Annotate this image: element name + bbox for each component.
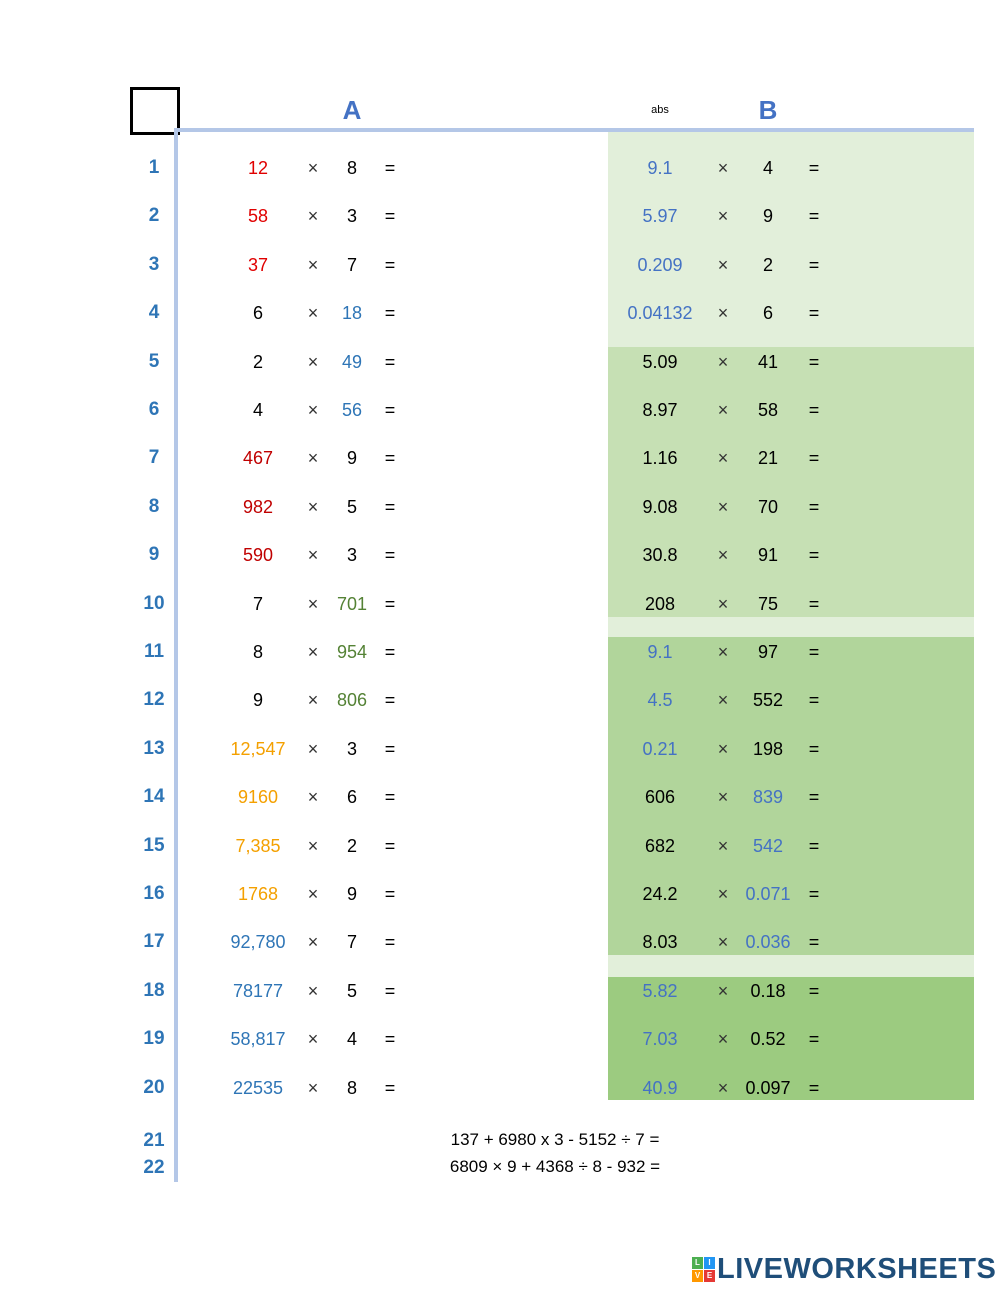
equals-sign: = <box>384 206 396 226</box>
equals-sign: = <box>808 642 820 662</box>
times-sign: × <box>717 206 729 226</box>
b-factor-2: 70 <box>757 497 779 517</box>
times-sign: × <box>307 739 319 759</box>
row-number: 1 <box>148 157 160 178</box>
equals-sign: = <box>808 932 820 952</box>
times-sign: × <box>717 594 729 614</box>
equals-sign: = <box>384 158 396 178</box>
row-number: 6 <box>148 399 160 420</box>
equals-sign: = <box>384 642 396 662</box>
times-sign: × <box>717 1029 729 1049</box>
times-sign: × <box>717 400 729 420</box>
a-factor-1: 8 <box>252 642 263 662</box>
logo-mark-letter: L <box>692 1257 703 1269</box>
equals-sign: = <box>384 690 396 710</box>
b-factor-1: 0.04132 <box>627 303 693 323</box>
a-factor-2: 7 <box>346 255 357 275</box>
logo-mark-letter: V <box>692 1270 703 1282</box>
b-factor-2: 0.036 <box>745 932 791 952</box>
b-factor-2: 198 <box>752 739 784 759</box>
a-factor-1: 78177 <box>232 981 284 1001</box>
expression-text: 137 + 6980 x 3 - 5152 ÷ 7 = <box>450 1130 660 1149</box>
times-sign: × <box>717 642 729 662</box>
b-factor-1: 9.1 <box>647 158 673 178</box>
a-factor-2: 954 <box>336 642 368 662</box>
equals-sign: = <box>808 690 820 710</box>
times-sign: × <box>717 497 729 517</box>
equals-sign: = <box>384 981 396 1001</box>
a-factor-1: 12 <box>247 158 269 178</box>
a-factor-1: 6 <box>252 303 263 323</box>
equals-sign: = <box>808 545 820 565</box>
equals-sign: = <box>384 787 396 807</box>
times-sign: × <box>307 787 319 807</box>
equals-sign: = <box>384 836 396 856</box>
b-factor-2: 58 <box>757 400 779 420</box>
row-number: 4 <box>148 302 160 323</box>
b-factor-2: 4 <box>762 158 773 178</box>
times-sign: × <box>717 932 729 952</box>
a-factor-2: 8 <box>346 1078 357 1098</box>
equals-sign: = <box>384 1029 396 1049</box>
a-factor-2: 806 <box>336 690 368 710</box>
a-factor-2: 49 <box>341 352 363 372</box>
times-sign: × <box>307 255 319 275</box>
b-factor-2: 0.52 <box>750 1029 786 1049</box>
row-number: 20 <box>143 1077 165 1098</box>
row-number: 2 <box>148 205 160 226</box>
b-factor-2: 2 <box>762 255 773 275</box>
a-factor-1: 92,780 <box>230 932 286 952</box>
row-number: 11 <box>143 641 165 662</box>
b-factor-1: 682 <box>644 836 676 856</box>
a-factor-1: 7,385 <box>235 836 281 856</box>
times-sign: × <box>717 352 729 372</box>
equals-sign: = <box>384 545 396 565</box>
a-factor-1: 467 <box>242 448 274 468</box>
row-number: 18 <box>143 980 165 1001</box>
corner-answer-box[interactable] <box>130 87 180 135</box>
times-sign: × <box>717 303 729 323</box>
logo-mark-letter: E <box>704 1270 715 1282</box>
b-factor-1: 8.97 <box>642 400 678 420</box>
a-factor-2: 9 <box>346 884 357 904</box>
equals-sign: = <box>808 303 820 323</box>
times-sign: × <box>307 545 319 565</box>
equals-sign: = <box>808 497 820 517</box>
expression-text: 6809 × 9 + 4368 ÷ 8 - 932 = <box>449 1157 661 1176</box>
equals-sign: = <box>808 400 820 420</box>
equals-sign: = <box>384 1078 396 1098</box>
times-sign: × <box>307 642 319 662</box>
logo-text: LIVEWORKSHEETS <box>717 1252 997 1285</box>
equals-sign: = <box>808 884 820 904</box>
times-sign: × <box>307 400 319 420</box>
times-sign: × <box>717 1078 729 1098</box>
a-factor-2: 9 <box>346 448 357 468</box>
abs-label: abs <box>651 104 669 116</box>
row-number: 22 <box>143 1157 165 1178</box>
b-factor-2: 542 <box>752 836 784 856</box>
times-sign: × <box>307 981 319 1001</box>
row-number: 3 <box>148 254 160 275</box>
b-factor-1: 1.16 <box>642 448 678 468</box>
equals-sign: = <box>384 448 396 468</box>
times-sign: × <box>307 594 319 614</box>
equals-sign: = <box>384 255 396 275</box>
a-factor-2: 7 <box>346 932 357 952</box>
row-number: 8 <box>148 496 160 517</box>
times-sign: × <box>307 1078 319 1098</box>
equals-sign: = <box>384 497 396 517</box>
times-sign: × <box>717 448 729 468</box>
a-factor-1: 590 <box>242 545 274 565</box>
equals-sign: = <box>808 787 820 807</box>
equals-sign: = <box>808 448 820 468</box>
row-number: 7 <box>148 447 160 468</box>
a-factor-2: 701 <box>336 594 368 614</box>
logo-mark-letter: I <box>704 1257 715 1269</box>
row-number: 9 <box>148 544 160 565</box>
a-factor-1: 982 <box>242 497 274 517</box>
a-factor-2: 18 <box>341 303 363 323</box>
a-factor-2: 4 <box>346 1029 357 1049</box>
equals-sign: = <box>808 1078 820 1098</box>
a-factor-1: 37 <box>247 255 269 275</box>
a-factor-2: 5 <box>346 497 357 517</box>
row-number: 14 <box>143 786 165 807</box>
a-factor-1: 9 <box>252 690 263 710</box>
b-factor-2: 0.071 <box>745 884 791 904</box>
a-factor-2: 56 <box>341 400 363 420</box>
band-rows-5-10 <box>608 347 974 617</box>
b-factor-1: 40.9 <box>642 1078 678 1098</box>
column-b-header: B <box>758 95 778 125</box>
b-factor-2: 91 <box>757 545 779 565</box>
row-number: 10 <box>143 593 165 614</box>
b-factor-1: 9.1 <box>647 642 673 662</box>
a-factor-2: 5 <box>346 981 357 1001</box>
a-factor-2: 3 <box>346 739 357 759</box>
liveworksheets-logo <box>692 1253 996 1285</box>
times-sign: × <box>307 836 319 856</box>
times-sign: × <box>307 448 319 468</box>
times-sign: × <box>717 545 729 565</box>
logo-mark-icon <box>692 1257 714 1281</box>
b-factor-2: 97 <box>757 642 779 662</box>
equals-sign: = <box>808 158 820 178</box>
b-factor-1: 24.2 <box>642 884 678 904</box>
a-factor-1: 58 <box>247 206 269 226</box>
b-factor-1: 208 <box>644 594 676 614</box>
row-number: 15 <box>143 835 165 856</box>
times-sign: × <box>307 352 319 372</box>
times-sign: × <box>307 158 319 178</box>
times-sign: × <box>717 690 729 710</box>
b-factor-2: 839 <box>752 787 784 807</box>
a-factor-1: 4 <box>252 400 263 420</box>
times-sign: × <box>717 836 729 856</box>
times-sign: × <box>307 884 319 904</box>
a-factor-2: 3 <box>346 206 357 226</box>
b-factor-1: 4.5 <box>647 690 673 710</box>
a-factor-2: 6 <box>346 787 357 807</box>
equals-sign: = <box>384 884 396 904</box>
equals-sign: = <box>808 836 820 856</box>
equals-sign: = <box>384 739 396 759</box>
times-sign: × <box>717 884 729 904</box>
equals-sign: = <box>808 352 820 372</box>
equals-sign: = <box>384 594 396 614</box>
b-factor-1: 8.03 <box>642 932 678 952</box>
b-factor-2: 0.097 <box>745 1078 791 1098</box>
a-factor-1: 12,547 <box>230 739 286 759</box>
row-number: 12 <box>143 689 165 710</box>
row-number: 21 <box>143 1130 165 1151</box>
b-factor-1: 7.03 <box>642 1029 678 1049</box>
a-factor-1: 9160 <box>237 787 279 807</box>
b-factor-1: 5.82 <box>642 981 678 1001</box>
b-factor-2: 41 <box>757 352 779 372</box>
times-sign: × <box>717 981 729 1001</box>
b-factor-2: 9 <box>762 206 773 226</box>
equals-sign: = <box>808 594 820 614</box>
times-sign: × <box>717 255 729 275</box>
a-factor-1: 58,817 <box>230 1029 286 1049</box>
equals-sign: = <box>384 303 396 323</box>
equals-sign: = <box>808 206 820 226</box>
b-factor-1: 606 <box>644 787 676 807</box>
times-sign: × <box>307 1029 319 1049</box>
b-factor-1: 30.8 <box>642 545 678 565</box>
times-sign: × <box>717 787 729 807</box>
b-factor-1: 5.09 <box>642 352 678 372</box>
equals-sign: = <box>384 400 396 420</box>
times-sign: × <box>307 303 319 323</box>
times-sign: × <box>717 158 729 178</box>
times-sign: × <box>307 932 319 952</box>
equals-sign: = <box>808 1029 820 1049</box>
a-factor-1: 1768 <box>237 884 279 904</box>
b-factor-1: 9.08 <box>642 497 678 517</box>
a-factor-2: 2 <box>346 836 357 856</box>
b-factor-1: 0.209 <box>637 255 683 275</box>
b-factor-2: 552 <box>752 690 784 710</box>
times-sign: × <box>307 206 319 226</box>
row-number: 5 <box>148 351 160 372</box>
a-factor-1: 2 <box>252 352 263 372</box>
equals-sign: = <box>384 932 396 952</box>
row-number: 19 <box>143 1028 165 1049</box>
b-factor-2: 0.18 <box>750 981 786 1001</box>
times-sign: × <box>307 690 319 710</box>
b-factor-1: 0.21 <box>642 739 678 759</box>
a-factor-2: 3 <box>346 545 357 565</box>
row-number: 13 <box>143 738 165 759</box>
band-gap-2 <box>608 955 974 977</box>
row-number: 16 <box>143 883 165 904</box>
equals-sign: = <box>384 352 396 372</box>
row-number: 17 <box>143 931 165 952</box>
a-factor-1: 22535 <box>232 1078 284 1098</box>
times-sign: × <box>307 497 319 517</box>
b-factor-2: 6 <box>762 303 773 323</box>
b-factor-2: 21 <box>757 448 779 468</box>
equals-sign: = <box>808 981 820 1001</box>
equals-sign: = <box>808 255 820 275</box>
a-factor-1: 7 <box>252 594 263 614</box>
b-factor-1: 5.97 <box>642 206 678 226</box>
times-sign: × <box>717 739 729 759</box>
b-factor-2: 75 <box>757 594 779 614</box>
a-factor-2: 8 <box>346 158 357 178</box>
band-gap-1 <box>608 617 974 637</box>
equals-sign: = <box>808 739 820 759</box>
column-a-header: A <box>342 95 362 125</box>
